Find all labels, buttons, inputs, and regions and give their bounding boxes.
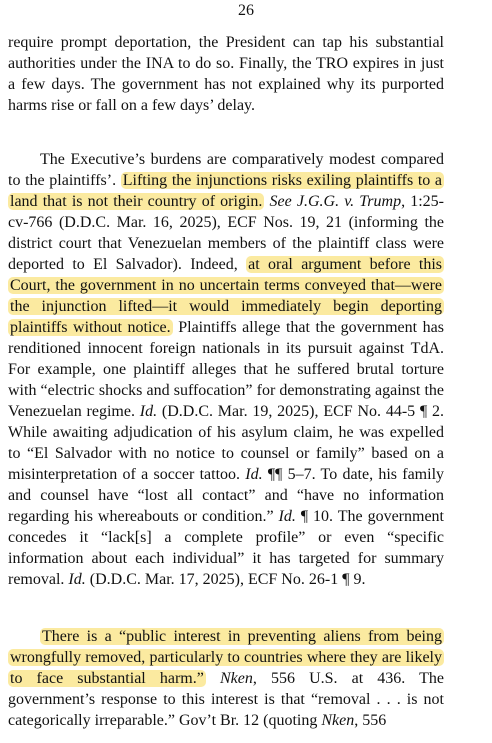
page-number: 26 xyxy=(238,2,254,19)
paragraph-1: require prompt deportation, the President can tap his substantial authorities under the INA to do so. Finally, the TRO expires in just a few days. The government has not explained why its purported harms rise or fall on a few days’ delay. xyxy=(8,34,444,114)
paragraph-2 xyxy=(8,149,444,590)
highlight-public-interest: There is a “public interest in preventing aliens from being wrongfully removed, particularly to countries where they are likely to face substantial harm.” xyxy=(10,628,442,687)
case-citation: Nken xyxy=(321,712,355,729)
id-citation: Id. xyxy=(245,466,263,483)
case-citation: See J.G.G. v. Trump xyxy=(269,193,402,210)
case-citation: Nken xyxy=(219,670,253,687)
text-run: The Executive’s burdens are comparatively modest compared to the plaintiffs’. xyxy=(8,151,444,189)
id-citation: Id. xyxy=(278,508,296,525)
highlight-oral-argument: at oral argument before this Court, the government in no uncertain terms conveyed that—were the injunction lifted—it would immediately begin deporting plaintiffs without notice. xyxy=(10,256,442,336)
text-run: , 556 U.S. at 436. The government’s response to this interest is that “removal . . . is not categorically irreparable.” Gov’t Br. 12 (quoting xyxy=(8,670,445,729)
text-run: (D.D.C. Mar. 17, 2025), ECF No. 26-1 ¶ 9. xyxy=(85,571,366,588)
text-run: Plaintiffs allege that the government has renditioned innocent foreign nationals in its pursuit against TdA. For example, one plaintiff alleges that he suffered brutal torture with “electric shocks and suffocation” for demonstrating against the Venezuelan regime. xyxy=(8,319,445,420)
id-citation: Id. xyxy=(139,403,158,420)
text-run xyxy=(206,670,220,687)
paragraph-3 xyxy=(8,626,444,731)
text-run: ¶¶ 5–7. To date, his family and counsel have “lost all contact” and “have no information regarding his whereabouts or condition.” xyxy=(8,466,445,525)
text-run: , 556 xyxy=(354,712,387,729)
id-citation: Id. xyxy=(68,571,86,588)
text-run: , 1:25-cv-766 (D.D.C. Mar. 16, 2025), ECF Nos. 19, 21 (informing the district court that Venezuelan members of the plaintiff class were deported to El Salvador). Indeed, xyxy=(8,193,444,273)
text-run: (D.D.C. Mar. 19, 2025), ECF No. 44-5 ¶ 2. While awaiting adjudication of his asylum claim, he was expelled to “El Salvador with no notice to counsel or family” based on a misinterpretation of a soccer tattoo. xyxy=(8,403,445,483)
text-run: ¶ 10. The government concedes it “lack[s] a complete profile” or even “specific information about each individual” it has targeted for summary removal. xyxy=(8,508,445,588)
highlight-exiling-plaintiffs: Lifting the injunctions risks exiling plaintiffs to a land that is not their country of origin. xyxy=(10,172,443,210)
